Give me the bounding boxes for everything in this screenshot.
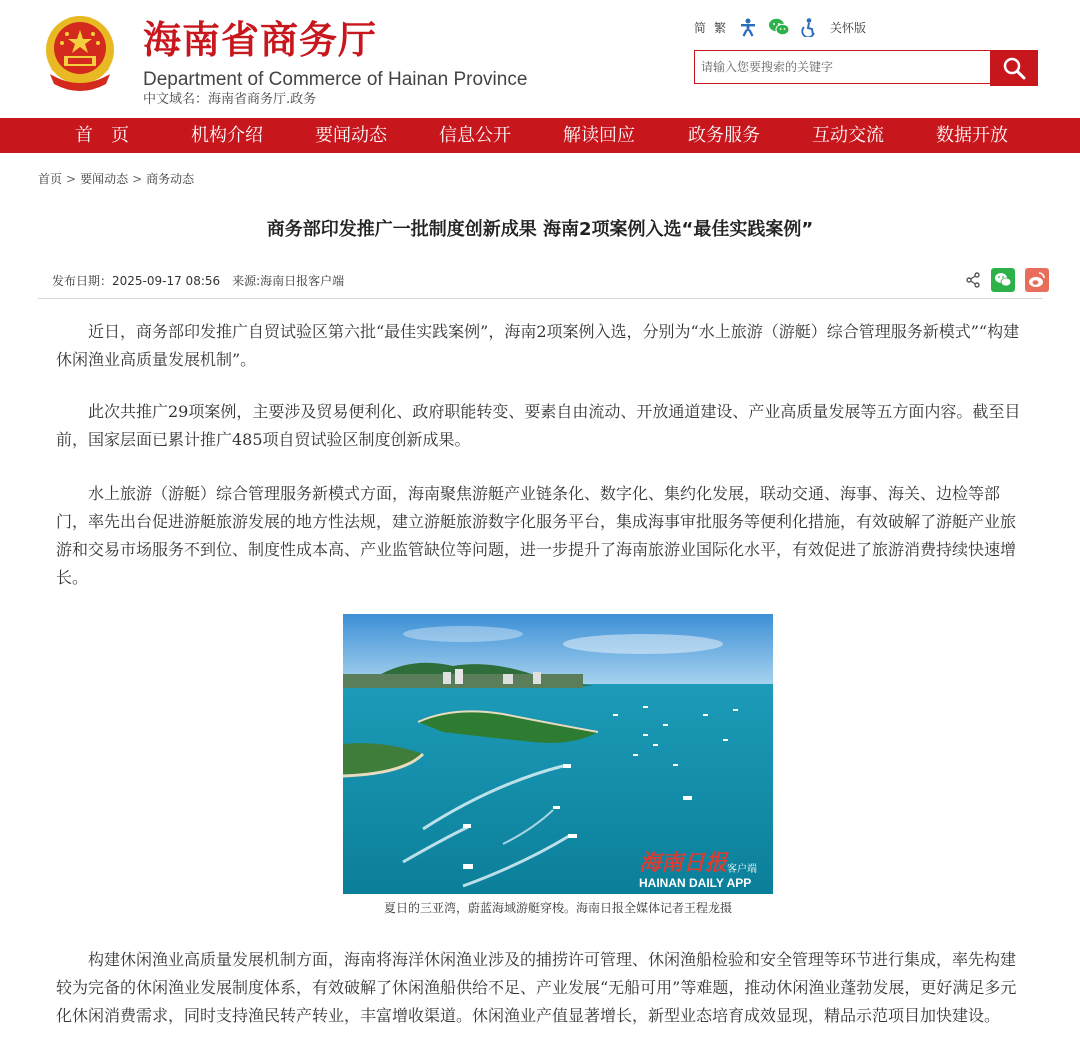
nav-open-data[interactable]: 数据开放 (936, 125, 1008, 146)
weibo-share-icon[interactable] (1025, 268, 1049, 292)
nav-services[interactable]: 政务服务 (688, 125, 760, 146)
accessibility-mode-link[interactable]: 关怀版 (830, 20, 867, 35)
wechat-icon[interactable] (768, 17, 790, 37)
article-meta (52, 272, 356, 290)
breadcrumb-separator: > (66, 172, 77, 186)
site-header (0, 0, 1080, 118)
nav-about[interactable]: 机构介绍 (191, 125, 263, 146)
share-bar (955, 268, 1049, 292)
breadcrumb-news[interactable]: 要闻动态 (80, 172, 129, 186)
publish-date: 发布日期：2025-09-17 08:56 (52, 274, 221, 288)
article-paragraph: 此次共推广29项案例，主要涉及贸易便利化、政府职能转变、要素自由流动、开放通道建设、产业高质量发展等五方面内容。截至目前，国家层面已累计推广485项自贸试验区制度创新成果。 (56, 402, 1021, 449)
photo-watermark-english: HAINAN DAILY APP (639, 876, 752, 890)
nav-interaction[interactable]: 互动交流 (812, 125, 884, 146)
article-photo (343, 614, 773, 894)
site-domain: 中文域名：海南省商务厅.政务 (143, 92, 317, 107)
breadcrumb (38, 170, 194, 188)
nav-news[interactable]: 要闻动态 (315, 125, 387, 146)
nav-home[interactable]: 首 页 (75, 125, 129, 146)
site-title: 海南省商务厅 (143, 18, 378, 62)
search-box (694, 50, 990, 84)
share-icon[interactable] (965, 272, 981, 288)
search-icon (1002, 56, 1026, 80)
utility-bar (694, 15, 874, 39)
nav-disclosure[interactable]: 信息公开 (439, 125, 511, 146)
photo-caption: 夏日的三亚湾，蔚蓝海域游艇穿梭。海南日报全媒体记者王程龙摄 (383, 901, 732, 915)
site-title-english: Department of Commerce of Hainan Province (143, 69, 528, 90)
accessibility-icon[interactable] (738, 17, 758, 37)
breadcrumb-home[interactable]: 首页 (38, 172, 63, 186)
breadcrumb-commerce[interactable]: 商务动态 (146, 172, 195, 186)
photo-watermark-logo: 海南日报 (639, 850, 728, 876)
article-paragraph: 构建休闲渔业高质量发展机制方面，海南将海洋休闲渔业涉及的捕捞许可管理、休闲渔船检验和安全管理等环节进行集成，率先构建较为完备的休闲渔业发展制度体系，有效破解了休闲渔船供给不足、产业发展“无船可用”等难题，推动休闲渔业蓬勃发展，更好满足多元化休闲消费需求，同时支持渔民转产转业，丰富增收渠道。休闲渔业产值显著增长，新型业态培育成效显现，精品示范项目加快建设。 (56, 950, 1017, 1025)
article-source: 来源:海南日报客户端 (232, 274, 345, 288)
search-button[interactable] (990, 50, 1038, 86)
simplified-chinese-link[interactable]: 简 (694, 20, 707, 35)
search-input[interactable] (695, 51, 981, 83)
article-title: 商务部印发推广一批制度创新成果 海南2项案例入选“最佳实践案例” (266, 219, 814, 240)
divider (38, 298, 1043, 299)
article-paragraph: 近日，商务部印发推广自贸试验区第六批“最佳实践案例”，海南2项案例入选，分别为“水上旅游（游艇）综合管理服务新模式”“构建休闲渔业高质量发展机制”。 (56, 322, 1020, 369)
main-nav (0, 118, 1080, 153)
elder-care-icon[interactable] (800, 17, 820, 37)
national-emblem-icon (40, 12, 120, 94)
breadcrumb-separator: > (132, 172, 143, 186)
bay-photo-illustration (343, 614, 773, 894)
wechat-share-icon[interactable] (991, 268, 1015, 292)
article-paragraph: 水上旅游（游艇）综合管理服务新模式方面，海南聚焦游艇产业链条化、数字化、集约化发展，联动交通、海事、海关、边检等部门，率先出台促进游艇旅游发展的地方性法规，建立游艇旅游数字化服务平台，集成海事审批服务等便利化措施，有效破解了游艇产业旅游和交易市场服务不到位、制度性成本高、产业监管缺位等问题，进一步提升了海南旅游业国际化水平，有效促进了旅游消费持续快速增长。 (56, 484, 1017, 587)
photo-watermark-sub: 客户端 (727, 864, 757, 875)
nav-interpretation[interactable]: 解读回应 (563, 125, 635, 146)
traditional-chinese-link[interactable]: 繁 (714, 20, 727, 35)
